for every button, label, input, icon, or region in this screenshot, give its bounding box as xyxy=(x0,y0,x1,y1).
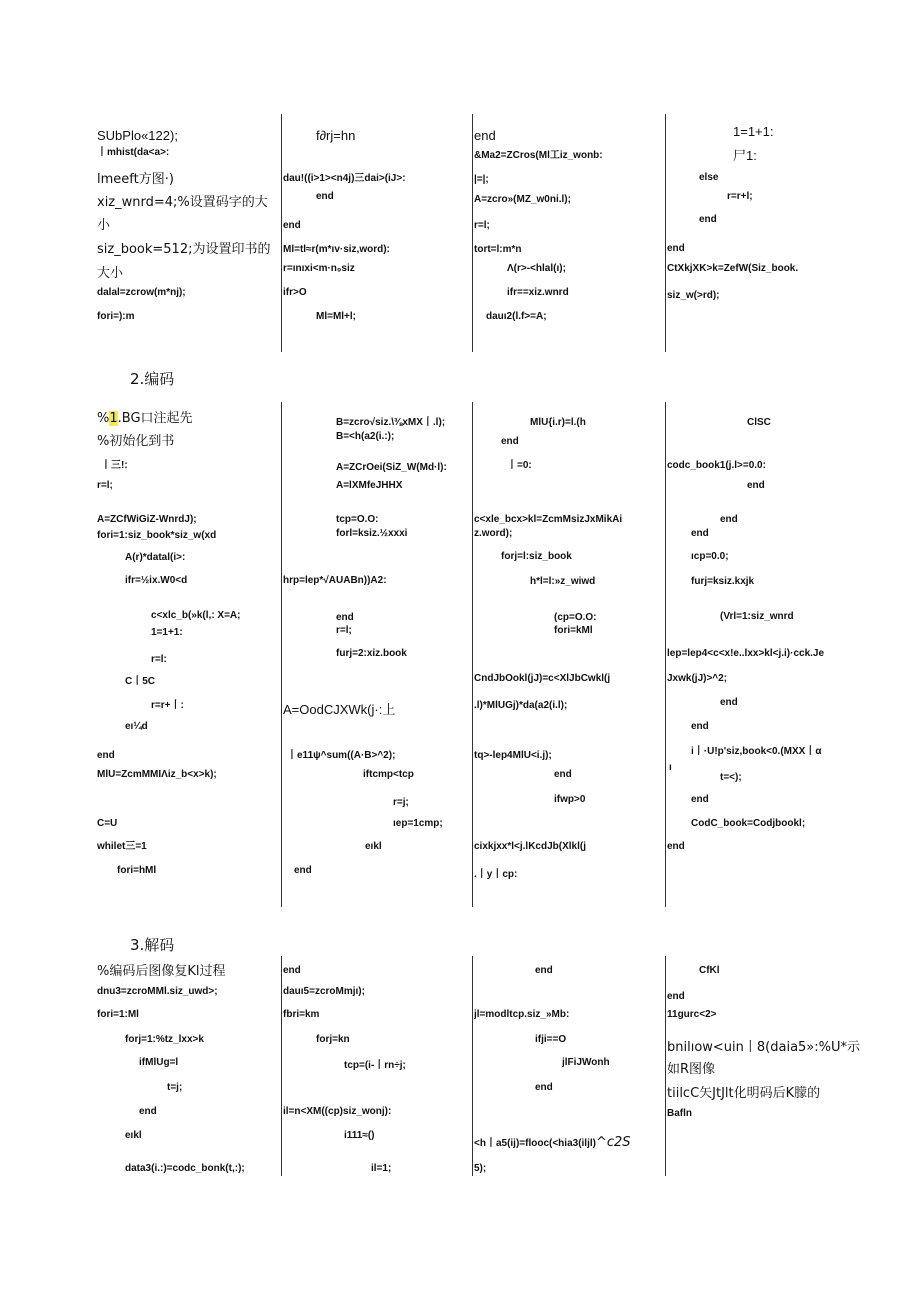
code-line: fori=1:siz_book*siz_w(xd xyxy=(97,530,217,541)
code-line: fori=hMl xyxy=(117,865,157,876)
code-line: (cp=O.O: xyxy=(554,612,597,623)
code-line: c<xlc_b(»k(l,: X=A; xyxy=(151,610,241,621)
code-line: i111≈() xyxy=(344,1130,375,1141)
code-line: forj=kn xyxy=(316,1034,350,1045)
code-line: tort=l:m*n xyxy=(474,244,522,255)
code-line: |=|; xyxy=(474,174,489,185)
code-line: fori=):m xyxy=(97,311,135,322)
code-line: MlU=ZcmMMIΛiz_b<x>k); xyxy=(97,769,217,780)
code-line: t=<); xyxy=(720,772,742,783)
code-line: tq>-lep4MlU<i.j); xyxy=(474,750,552,761)
code-line: dau!((i>1><n4j)三dai>(iJ>: xyxy=(283,173,406,184)
code-line: end xyxy=(691,794,709,805)
code-line: dalal=zcrow(m*nj); xyxy=(97,287,186,298)
code-line: r=l; xyxy=(474,220,490,231)
code-line: %编码后图像复Kl过程 xyxy=(97,964,226,979)
code-line: 丨mhist(da<a>: xyxy=(97,147,170,158)
code-line: forl=ksiz.½xxxi xyxy=(336,528,408,539)
code-line: jl=modltcp.siz_»Mb: xyxy=(474,1009,570,1020)
code-line: A=zcro»(MZ_w0ni.l); xyxy=(474,194,571,205)
code-line: fbri=km xyxy=(283,1009,320,1020)
code-line: Ml=Ml+l; xyxy=(316,311,357,322)
code-line: xiz_wnrd=4;%设置码字的大 xyxy=(97,195,268,210)
code-line: lep=lep4<c<x!e..lxx>kl<j.i)·cck.Je xyxy=(667,648,825,659)
code-line: end xyxy=(283,220,301,231)
code-line: dauı5=zcroMmjı); xyxy=(283,986,365,997)
code-line: r=ınıxi<m·n₉siz xyxy=(283,263,355,274)
code-line: c<xle_bcx>kl=ZcmMsizJxMikAi xyxy=(474,514,623,525)
code-line: il=1; xyxy=(371,1163,392,1174)
code-line: eıkl xyxy=(125,1130,142,1141)
code-line: cixkjxx*l<j.lKcdJb(Xlkl(j xyxy=(474,841,586,852)
code-line: end xyxy=(667,243,685,254)
code-line: siz_w(>rd); xyxy=(667,290,720,301)
column-divider xyxy=(472,402,473,907)
code-line: iftcmp<tcp xyxy=(363,769,414,780)
code-line: r=r+丨: xyxy=(151,700,184,711)
code-line: fori=kMl xyxy=(554,625,593,636)
code-line: end xyxy=(535,965,553,976)
code-line: tcp=O.O: xyxy=(336,514,379,525)
code-line: z.word); xyxy=(474,528,513,539)
code-line: ifMlUg=l xyxy=(139,1057,179,1068)
highlight-mark: 1 xyxy=(109,411,118,426)
column-divider xyxy=(281,402,282,907)
code-line: end xyxy=(720,697,738,708)
code-line: r=r+l; xyxy=(727,191,753,202)
code-line: A=ZCfWiGiZ-WnrdJ); xyxy=(97,514,197,525)
code-line: 如R图像 xyxy=(667,1062,716,1077)
code-line: Bafln xyxy=(667,1108,692,1119)
code-line: end xyxy=(336,612,354,623)
code-line: 丨e11ψ^sum((A·B>^2); xyxy=(287,750,396,761)
code-line: h*l=l:»z_wiwd xyxy=(530,576,596,587)
code-line: 1=1+1: xyxy=(151,627,183,638)
code-line: bnilıow<uin丨8(daia5»:%U*示 xyxy=(667,1040,861,1055)
code-line: jlFiJWonh xyxy=(562,1057,610,1068)
code-line: dauı2(l.f>=A; xyxy=(486,311,547,322)
code-line: end xyxy=(747,480,765,491)
code-line: 5); xyxy=(474,1163,487,1174)
code-line: f∂rj=hn xyxy=(316,128,356,143)
code-line: CndJbOokl(jJ)=c<XlJbCwkl(j xyxy=(474,673,611,684)
highlighted-prefix: %1 xyxy=(97,411,118,426)
code-line: A=lXMfeJHHX xyxy=(336,480,403,491)
code-line: end xyxy=(720,514,738,525)
code-line: end xyxy=(294,865,312,876)
code-line: end xyxy=(691,721,709,732)
code-line: 11gurc<2> xyxy=(667,1009,717,1020)
code-line: r=l; xyxy=(97,480,113,491)
code-line: r=l; xyxy=(336,625,352,636)
code-line: lmeeft方图·) xyxy=(97,172,174,187)
code-line: %初始化到书 xyxy=(97,434,175,449)
code-line: il=n<XM((cp)siz_wonj): xyxy=(283,1106,392,1117)
code-line: CfKl xyxy=(699,965,720,976)
code-line: i丨·U!p'siz,book<0.(MXX丨α xyxy=(691,746,822,757)
column-divider xyxy=(665,114,666,352)
code-line: 1=1+1: xyxy=(733,124,774,139)
section-heading-decode: 3.解码 xyxy=(130,936,175,954)
code-text: <h丨a5(ij)=flooc(<hia3(iljl) xyxy=(474,1138,596,1149)
code-line xyxy=(97,411,193,426)
code-line: ifr>O xyxy=(283,287,307,298)
code-line: Λ(r>-<hlal(ı); xyxy=(507,263,566,274)
code-line: 丨=0: xyxy=(507,460,532,471)
code-line: end xyxy=(667,841,685,852)
code-line: end xyxy=(474,128,496,143)
code-line: end xyxy=(283,965,301,976)
code-line: r=j; xyxy=(393,797,409,808)
code-line: forj=l:siz_book xyxy=(501,551,572,562)
code-line: ClSC xyxy=(747,417,771,428)
section-heading-encode: 2.编码 xyxy=(130,370,175,388)
code-line: t=j; xyxy=(167,1082,183,1093)
code-line: fori=1:Ml xyxy=(97,1009,139,1020)
code-line: data3(i.:)=codc_bonk(t,:); xyxy=(125,1163,245,1174)
code-line: siz_book=512;为设置印书的 xyxy=(97,242,271,257)
code-line: codc_book1(j.l>=0.0: xyxy=(667,460,766,471)
code-line: ı xyxy=(669,762,672,773)
code-line: end xyxy=(501,436,519,447)
code-line xyxy=(474,1135,631,1150)
code-line: Jxwk(jJ)>^2; xyxy=(667,673,728,684)
code-line: end xyxy=(691,528,709,539)
code-line: A=ZCrOei(SiZ_W(Md·l): xyxy=(336,462,447,473)
code-line: r=l: xyxy=(151,654,167,665)
code-line: end xyxy=(699,214,717,225)
code-text: .BG口注起先 xyxy=(117,411,193,426)
code-line: .丨y丨cp: xyxy=(474,869,518,880)
column-divider xyxy=(665,956,666,1176)
code-line: ıep=1cmp; xyxy=(393,818,443,829)
code-line: end xyxy=(667,991,685,1002)
code-line: else xyxy=(699,172,719,183)
code-line: C=U xyxy=(97,818,118,829)
code-line: 小 xyxy=(97,218,111,233)
code-line: Ml=tl≈r(m*ıv·siz,word): xyxy=(283,244,390,255)
code-line: end xyxy=(139,1106,157,1117)
code-line: 丨三!: xyxy=(101,460,128,471)
column-divider xyxy=(281,114,282,352)
code-line: C丨5C xyxy=(125,676,156,687)
code-line: forj=1:%tz_lxx>k xyxy=(125,1034,204,1045)
code-line: 尸1: xyxy=(733,148,757,163)
code-line: ifr==xiz.wnrd xyxy=(507,287,569,298)
code-text: ^c2S xyxy=(595,1135,631,1150)
column-divider xyxy=(472,956,473,1176)
code-line: end xyxy=(554,769,572,780)
code-line: ifwp>0 xyxy=(554,794,586,805)
code-line: end xyxy=(97,750,115,761)
code-line: ifr=½ix.W0<d xyxy=(125,575,188,586)
code-line: end xyxy=(316,191,334,202)
code-line: &Ma2=ZCros(Ml工iz_wonb: xyxy=(474,150,603,161)
column-divider xyxy=(472,114,473,352)
code-line: A(r)*datal(i>: xyxy=(125,552,186,563)
code-line: eı¼d xyxy=(125,721,148,732)
code-line: CtXkjXK>k=ZefW(Siz_book. xyxy=(667,263,799,274)
code-line: B=<h(a2(i.:); xyxy=(336,431,395,442)
code-line: MlU{i.r)=l.(h xyxy=(530,417,586,428)
code-line: ıcp=0.0; xyxy=(691,551,729,562)
code-line: CodC_book=Codjbookl; xyxy=(691,818,806,829)
code-line: furj=2:xiz.book xyxy=(336,648,407,659)
column-divider xyxy=(281,956,282,1176)
column-divider xyxy=(665,402,666,907)
code-line: SUbPlo«122); xyxy=(97,128,178,143)
code-line: hrp=lep*√AUABn))A2: xyxy=(283,575,387,586)
code-line: tiilcC矢JtJlt化明码后K朦的 xyxy=(667,1086,821,1101)
code-line: end xyxy=(535,1082,553,1093)
code-line: ifji==O xyxy=(535,1034,567,1045)
code-line: eıkl xyxy=(365,841,382,852)
code-line: 大小 xyxy=(97,266,124,281)
code-line: A=OodCJXWk(j·:上 xyxy=(283,702,396,717)
code-line: .l)*MlUGj)*da(a2(i.l); xyxy=(474,700,568,711)
code-line: furj=ksiz.kxjk xyxy=(691,576,755,587)
code-line: dnu3=zcroMMl.siz_uwd>; xyxy=(97,986,218,997)
code-line: whilet三=1 xyxy=(97,841,147,852)
code-line: B=zcro√siz.\⅜xMX丨.l); xyxy=(336,417,446,428)
code-line: (Vrl=1:siz_wnrd xyxy=(720,611,794,622)
code-line: tcp=(i-丨rn÷j; xyxy=(344,1060,406,1071)
